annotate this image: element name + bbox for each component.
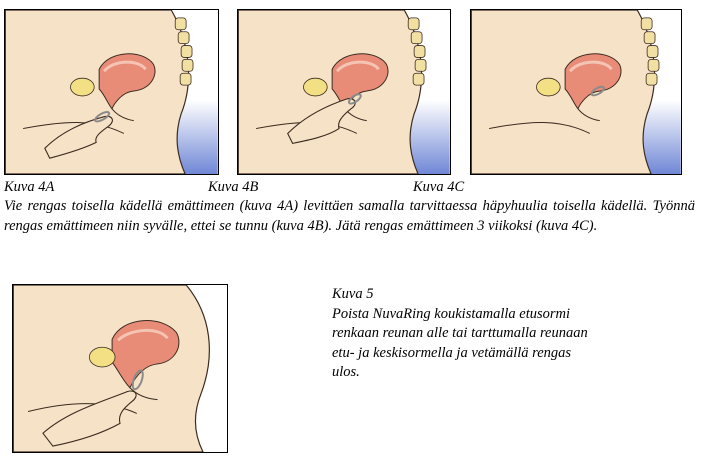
figure-4c-caption: Kuva 4C bbox=[413, 179, 465, 195]
anatomy-insertion-step-b-image bbox=[238, 10, 450, 174]
anatomy-removal-image bbox=[13, 285, 227, 452]
figure-5-illustration bbox=[12, 284, 228, 453]
anatomy-ring-in-place-image bbox=[471, 10, 681, 174]
figure-4b-illustration bbox=[237, 9, 451, 175]
removal-instruction-line-3: etu- ja keskisormella ja vetämällä rengas bbox=[332, 344, 572, 361]
figure-4a-caption: Kuva 4A bbox=[4, 179, 55, 195]
figure-4b-caption: Kuva 4B bbox=[208, 179, 259, 195]
figure-4c-illustration bbox=[470, 9, 682, 175]
figure-4a-illustration bbox=[4, 9, 219, 175]
removal-instruction-line-1: Poista NuvaRing koukistamalla etusormi bbox=[332, 305, 571, 322]
removal-instructions-block bbox=[332, 285, 662, 383]
figure-5-caption: Kuva 5 bbox=[332, 286, 374, 302]
anatomy-insertion-step-a-image bbox=[5, 10, 218, 174]
insertion-instructions-paragraph: Vie rengas toisella kädellä emättimeen (kuva 4A) levittäen samalla tarvittaessa häpyhuulia toisella kädellä. Työnnä rengas emättimeen niin syvälle, ettei se tunnu (kuva 4B). Jätä rengas emättimeen 3 viikoksi (kuva 4C). bbox=[4, 198, 695, 234]
removal-instruction-line-4: ulos. bbox=[332, 364, 360, 380]
removal-instruction-line-2: renkaan reunan alle tai tarttumalla reunaan bbox=[332, 325, 588, 341]
